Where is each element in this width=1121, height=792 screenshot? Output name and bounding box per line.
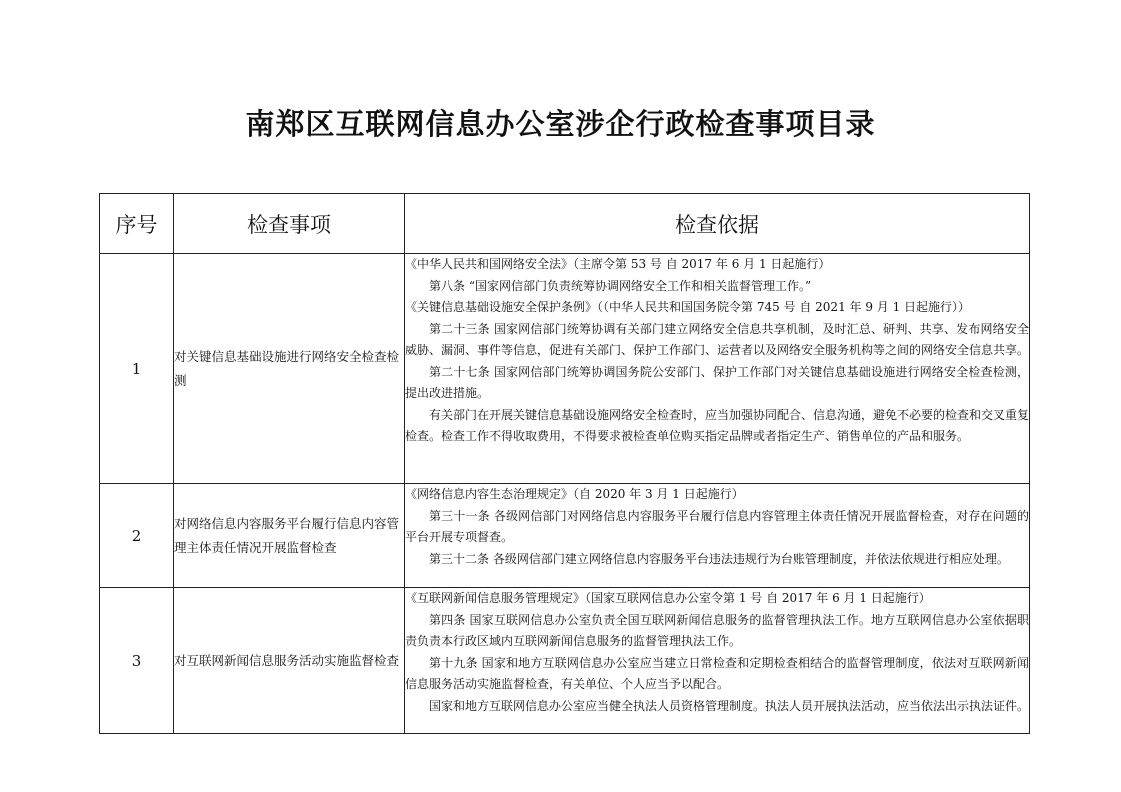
inspection-items-table	[99, 193, 1030, 734]
row-seq: 2	[100, 484, 174, 588]
law-article: 第十九条 国家和地方互联网信息办公室应当建立日常检查和定期检查相结合的监督管理制度，依法对互联网新闻信息服务活动实施监督检查，有关单位、个人应当予以配合。	[405, 655, 1029, 691]
law-reference: 《互联网新闻信息服务管理规定》（国家互联网信息办公室令第 1 号 自 2017 年 6 月 1 日起施行）	[405, 591, 931, 605]
header-seq: 序号	[100, 194, 174, 254]
row-basis	[405, 254, 1030, 484]
table-row	[100, 588, 1030, 734]
law-reference: 《关键信息基础设施安全保护条例》（（中华人民共和国国务院令第 745 号 自 2021 年 9 月 1 日起施行））	[405, 300, 971, 314]
law-reference: 《中华人民共和国网络安全法》（主席令第 53 号 自 2017 年 6 月 1 日起施行）	[405, 257, 831, 271]
law-article: 第三十二条 各级网信部门建立网络信息内容服务平台违法违规行为台账管理制度，并依法依规进行相应处理。	[429, 551, 1009, 566]
law-article: 有关部门在开展关键信息基础设施网络安全检查时，应当加强协同配合、信息沟通，避免不必要的检查和交叉重复检查。检查工作不得收取费用，不得要求被检查单位购买指定品牌或者指定生产、销售单位的产品和服务。	[405, 407, 1030, 443]
row-item: 对关键信息基础设施进行网络安全检查检测	[174, 254, 405, 484]
row-item: 对网络信息内容服务平台履行信息内容管理主体责任情况开展监督检查	[174, 484, 405, 588]
law-article: 第八条 “国家网信部门负责统筹协调网络安全工作和相关监督管理工作。”	[429, 278, 812, 293]
law-article: 第二十三条 国家网信部门统筹协调有关部门建立网络安全信息共享机制，及时汇总、研判、共享、发布网络安全威胁、漏洞、事件等信息，促进有关部门、保护工作部门、运营者以及网络安全服务机构等之间的网络安全信息共享。	[405, 321, 1030, 357]
law-article: 国家和地方互联网信息办公室应当健全执法人员资格管理制度。执法人员开展执法活动，应当依法出示执法证件。	[429, 698, 1030, 713]
table-row	[100, 254, 1030, 484]
row-seq: 3	[100, 588, 174, 734]
document-title: 南郑区互联网信息办公室涉企行政检查事项目录	[245, 107, 876, 141]
law-reference: 《网络信息内容生态治理规定》（自 2020 年 3 月 1 日起施行）	[405, 487, 744, 501]
row-item: 对互联网新闻信息服务活动实施监督检查	[174, 588, 405, 734]
row-basis	[405, 588, 1030, 734]
row-seq: 1	[100, 254, 174, 484]
row-basis	[405, 484, 1030, 588]
law-article: 第三十一条 各级网信部门对网络信息内容服务平台履行信息内容管理主体责任情况开展监督检查，对存在问题的平台开展专项督查。	[405, 508, 1029, 544]
law-article: 第二十七条 国家网信部门统筹协调国务院公安部门、保护工作部门对关键信息基础设施进行网络安全检查检测，提出改进措施。	[405, 364, 1029, 400]
table-header-row	[100, 194, 1030, 254]
header-item: 检查事项	[174, 194, 405, 254]
law-article: 第四条 国家互联网信息办公室负责全国互联网新闻信息服务的监督管理执法工作。地方互联网信息办公室依据职责负责本行政区域内互联网新闻信息服务的监督管理执法工作。	[405, 612, 1029, 648]
table-row	[100, 484, 1030, 588]
header-basis: 检查依据	[405, 194, 1030, 254]
